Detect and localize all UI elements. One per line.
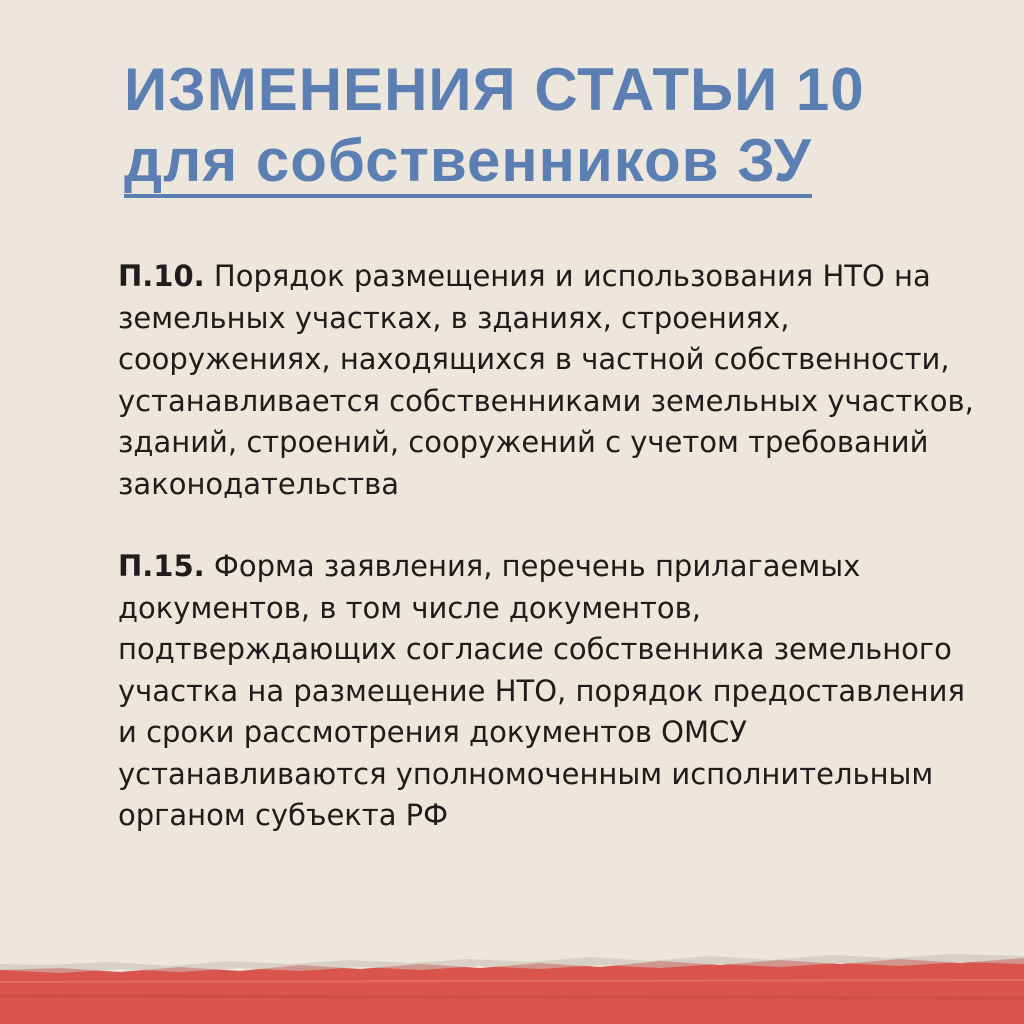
- paragraph-number: П.10.: [118, 259, 205, 293]
- paragraph-text: Форма заявления, перечень прилагаемых документов, в том числе документов, подтверждающих согласие собственника земельного участка на размещение НТО, порядок предоставления и сроки рассмотрения документов ОМСУ устанавливаются уполномоченным исполнительным органом субъекта РФ: [118, 549, 965, 832]
- title-line-2-underlined: для собственников ЗУ: [124, 128, 812, 198]
- page-title: [124, 52, 924, 198]
- paragraph-p10: [118, 256, 978, 505]
- article-body: [118, 256, 978, 837]
- title-line-1: ИЗМЕНЕНИЯ СТАТЬИ 10: [124, 56, 865, 123]
- paragraph-text: Порядок размещения и использования НТО на земельных участках, в зданиях, строениях, сооружениях, находящихся в частной собственности, устанавливается собственниками земельных участков, зданий, строений, сооружений с учетом требований законодательства: [118, 259, 974, 501]
- red-brush-stroke-decoration: [0, 934, 1024, 1024]
- paragraph-p15: [118, 546, 978, 837]
- paragraph-number: П.15.: [118, 549, 205, 583]
